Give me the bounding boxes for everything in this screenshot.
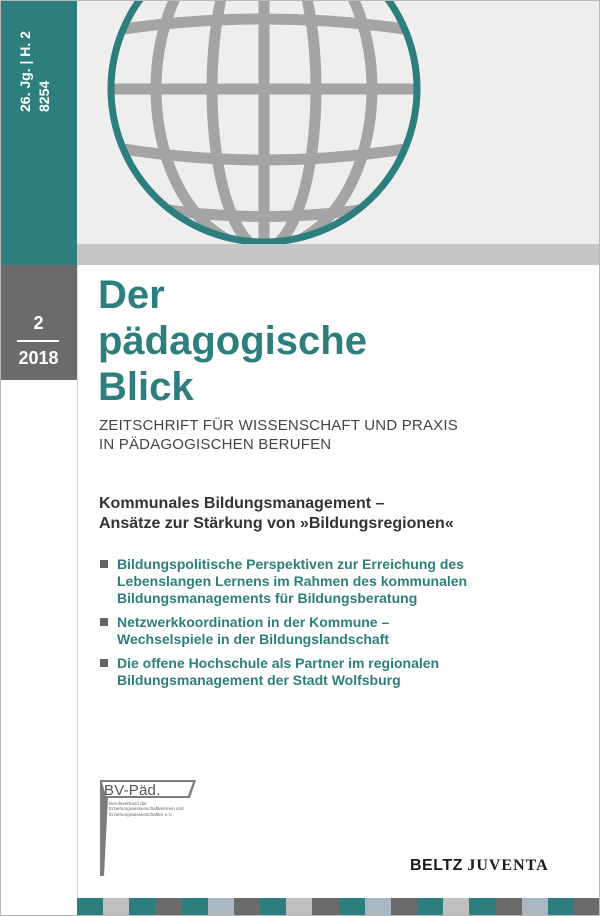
association-full-name: Berufsverband der Erziehungswissenschaftlerinnen und Erziehungswissenschaftler e.V. <box>109 801 184 817</box>
theme-line: Kommunales Bildungsmanagement – <box>99 495 385 512</box>
square-bullet-icon <box>100 659 108 667</box>
list-item <box>99 614 467 648</box>
article-list <box>99 556 467 696</box>
theme-line: Ansätze zur Stärkung von »Bildungsregionen« <box>99 515 454 532</box>
strip-segment <box>286 898 312 916</box>
strip-segment <box>365 898 391 916</box>
issue-divider <box>17 340 59 342</box>
title-line: pädagogische <box>98 319 367 363</box>
article-title: Netzwerkkoordination in der Kommune – Wechselspiele in der Bildungslandschaft <box>117 614 390 647</box>
subtitle-line: ZEITSCHRIFT FÜR WISSENSCHAFT UND PRAXIS <box>99 417 458 434</box>
title-line: Blick <box>98 365 194 409</box>
strip-segment <box>182 898 208 916</box>
association-name: BV-Päd. <box>104 782 161 799</box>
journal-title <box>98 272 367 410</box>
strip-segment <box>129 898 155 916</box>
globe-icon <box>77 0 600 244</box>
volume-label: 26. Jg. | H. 2 <box>17 31 33 112</box>
strip-segment <box>77 898 103 916</box>
strip-segment <box>234 898 260 916</box>
article-title: Bildungspolitische Perspektiven zur Erreichung des Lebenslangen Lernens im Rahmen des kommunalen Bildungsmanagements für Bildungsberatung <box>117 556 468 606</box>
strip-segment <box>469 898 495 916</box>
issue-badge <box>0 265 77 380</box>
publisher-name-beltz: BELTZ <box>410 857 463 874</box>
globe-illustration <box>77 0 600 244</box>
decorative-color-strip <box>77 898 600 916</box>
left-divider <box>77 265 78 916</box>
strip-segment <box>443 898 469 916</box>
publisher-name-juventa: JUVENTA <box>467 857 549 874</box>
strip-segment <box>155 898 181 916</box>
strip-segment <box>312 898 338 916</box>
square-bullet-icon <box>100 618 108 626</box>
issue-theme <box>99 494 454 534</box>
strip-segment <box>208 898 234 916</box>
issue-number: 2 <box>33 313 44 333</box>
square-bullet-icon <box>100 560 108 568</box>
publisher-logo <box>410 857 549 875</box>
strip-segment <box>417 898 443 916</box>
list-item <box>99 655 467 689</box>
strip-segment <box>103 898 129 916</box>
strip-segment <box>260 898 286 916</box>
strip-segment <box>522 898 548 916</box>
subtitle-line: IN PÄDAGOGISCHEN BERUFEN <box>99 436 332 453</box>
spine-volume-info <box>16 31 54 112</box>
strip-segment <box>391 898 417 916</box>
strip-segment <box>574 898 600 916</box>
title-line: Der <box>98 273 165 317</box>
list-item <box>99 556 467 607</box>
strip-segment <box>548 898 574 916</box>
strip-segment <box>339 898 365 916</box>
strip-segment <box>496 898 522 916</box>
association-logo <box>100 780 210 880</box>
journal-code: 8254 <box>36 80 52 112</box>
header-divider-band <box>77 244 600 265</box>
issue-year: 2018 <box>18 348 59 368</box>
journal-subtitle <box>99 416 458 454</box>
article-title: Die offene Hochschule als Partner im regionalen Bildungsmanagement der Stadt Wolfsburg <box>117 655 440 688</box>
